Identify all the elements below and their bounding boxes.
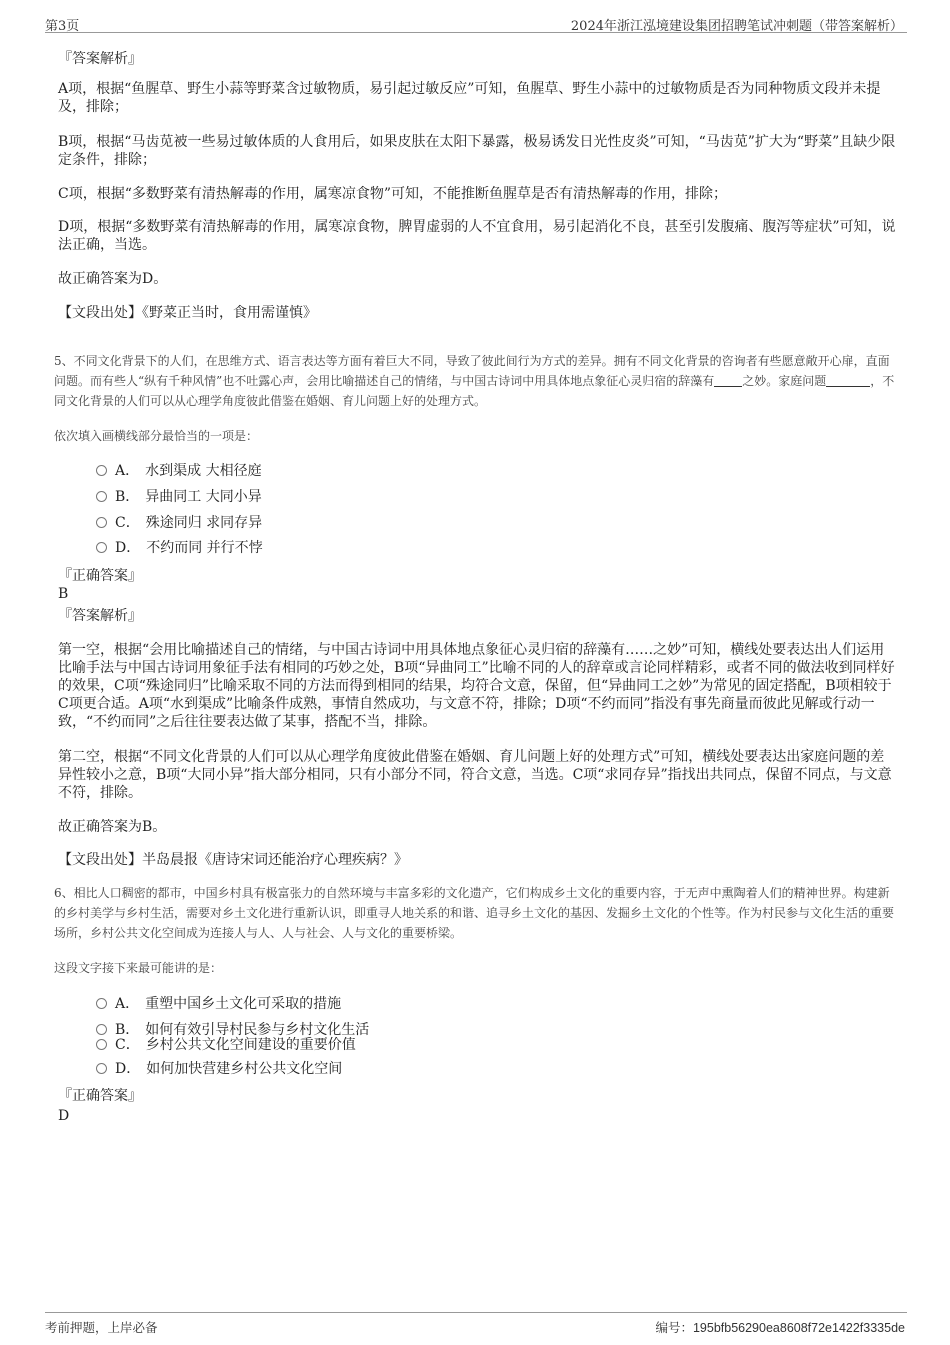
q4-analysis-c: C项，根据“多数野菜有清热解毒的作用，属寒凉食物”可知，不能推断鱼腥草是否有清热解毒的作用，排除； xyxy=(58,186,728,202)
q4-conclusion: 故正确答案为D。 xyxy=(58,271,168,287)
q4-analysis-b: B项，根据“马齿苋被一些易过敏体质的人食用后，如果皮肤在太阳下暴露，极易诱发日光性皮炎”可知，“马齿苋”扩大为“野菜”且缺少限定条件，排除； xyxy=(58,134,896,168)
q5-blank-2 xyxy=(826,374,870,387)
q5-option-d[interactable]: D． 不约而同 并行不悖 xyxy=(96,539,263,557)
q5-stem-part3: ，不同文化背景的人们可以从心理学角度彼此借鉴在婚姻、育儿问题上好的处理方式。 xyxy=(54,374,895,408)
radio-icon[interactable] xyxy=(96,542,107,553)
radio-icon[interactable] xyxy=(96,1024,107,1035)
q6-option-a[interactable]: A． 重塑中国乡土文化可采取的措施 xyxy=(96,995,341,1013)
document-title: 2024年浙江泓境建设集团招聘笔试冲刺题（带答案解析） xyxy=(570,19,903,34)
q5-option-b[interactable]: B． 异曲同工 大同小异 xyxy=(96,488,262,506)
q5-stem-part1: 5、不同文化背景下的人们，在思维方式、语言表达等方面有着巨大不同，导致了彼此间行为方式的差异。拥有不同文化背景的咨询者有些愿意敞开心扉，直面问题。而有些人“纵有千种风情”也不吐露心声，会用比喻描述自己的情绪，与中国古诗词中用具体地点象征心灵归宿的辞藻有 xyxy=(54,354,890,388)
q5-analysis-2: 第二空，根据“不同文化背景的人们可以从心理学角度彼此借鉴在婚姻、育儿问题上好的处理方式”可知，横线处要表达出家庭问题的差异性较小之意，B项“大同小异”指大部分相同，只有小部分不同，符合文意，当选。C项“求同存异”指找出共同点，保留不同点，与文意不符，排除。 xyxy=(58,749,892,801)
page-number: 第3页 xyxy=(45,19,80,34)
q4-analysis-a: A项，根据“鱼腥草、野生小蒜等野菜含过敏物质，易引起过敏反应”可知，鱼腥草、野生小蒜中的过敏物质是否为同种物质文段并未提及，排除； xyxy=(58,81,881,115)
q5-option-a[interactable]: A． 水到渠成 大相径庭 xyxy=(96,462,262,480)
radio-icon[interactable] xyxy=(96,998,107,1009)
q6-stem: 6、相比人口稠密的都市，中国乡村具有极富张力的自然环境与丰富多彩的文化遗产，它们构成乡土文化的重要内容，于无声中熏陶着人们的精神世界。构建新的乡村美学与乡村生活，需要对乡土文化进行重新认识，即重寻人地关系的和谐、追寻乡土文化的基因、发掘乡土文化的个性等。作为村民参与文化生活的重要场所，乡村公共文化空间成为连接人与人、人与社会、人与文化的重要桥梁。 xyxy=(54,886,895,940)
q5-prompt: 依次填入画横线部分最恰当的一项是： xyxy=(54,429,259,443)
radio-icon[interactable] xyxy=(96,1039,107,1050)
q5-stem-part2: 之妙。家庭问题 xyxy=(742,374,827,388)
q6-answer: D xyxy=(58,1108,70,1124)
radio-icon[interactable] xyxy=(96,517,107,528)
q6-option-c[interactable]: C． 乡村公共文化空间建设的重要价值 xyxy=(96,1036,356,1054)
q5-analysis-heading: 『答案解析』 xyxy=(58,608,142,624)
q5-stem xyxy=(54,351,896,411)
q5-analysis-1: 第一空，根据“会用比喻描述自己的情绪，与中国古诗词中用具体地点象征心灵归宿的辞藻有……之妙”可知，横线处要表达出人们运用比喻手法与中国古诗词用象征手法有相同的巧妙之处，B项“异曲同工”比喻不同的人的辞章或言论同样精彩，或者不同的做法收到同样好的效果，C项“殊途同归”比喻采取不同的方法而得到相同的结果，均符合文意，保留，但“异曲同工之妙”为常见的固定搭配，B项相较于C项更合适。A项“水到渠成”比喻条件成熟，事情自然成功，与文意不符，排除；D项“不约而同”指没有事先商量而彼此见解或行动一致，“不约而同”之后往往要表达做了某事，搭配不当，排除。 xyxy=(58,642,895,730)
q4-source: 【文段出处】《野菜正当时，食用需谨慎》 xyxy=(58,305,317,321)
radio-icon[interactable] xyxy=(96,1063,107,1074)
page-header xyxy=(45,10,907,33)
footer-code xyxy=(655,1318,905,1336)
radio-icon[interactable] xyxy=(96,465,107,476)
q5-conclusion: 故正确答案为B。 xyxy=(58,819,167,835)
q6-option-b[interactable]: B． 如何有效引导村民参与乡村文化生活 xyxy=(96,1021,369,1039)
page-footer xyxy=(45,1312,907,1335)
q6-answer-heading: 『正确答案』 xyxy=(58,1088,142,1104)
q4-analysis-heading: 『答案解析』 xyxy=(58,51,142,67)
q6-prompt: 这段文字接下来最可能讲的是： xyxy=(54,961,223,975)
q6-option-d[interactable]: D． 如何加快营建乡村公共文化空间 xyxy=(96,1060,342,1078)
q4-analysis-d: D项，根据“多数野菜有清热解毒的作用，属寒凉食物，脾胃虚弱的人不宜食用，易引起消化不良，甚至引发腹痛、腹泻等症状”可知，说法正确，当选。 xyxy=(58,219,896,253)
q5-answer: B xyxy=(58,586,69,602)
q5-option-c[interactable]: C． 殊途同归 求同存异 xyxy=(96,514,262,532)
footer-code-label: 编号： xyxy=(655,1320,693,1335)
radio-icon[interactable] xyxy=(96,491,107,502)
q5-blank-1 xyxy=(714,374,742,387)
q5-answer-heading: 『正确答案』 xyxy=(58,568,142,584)
footer-slogan: 考前押题，上岸必备 xyxy=(45,1320,158,1335)
footer-code-value: 195bfb56290ea8608f72e1422f3335de xyxy=(692,1321,905,1335)
q5-source: 【文段出处】半岛晨报《唐诗宋词还能治疗心理疾病？》 xyxy=(58,852,408,868)
